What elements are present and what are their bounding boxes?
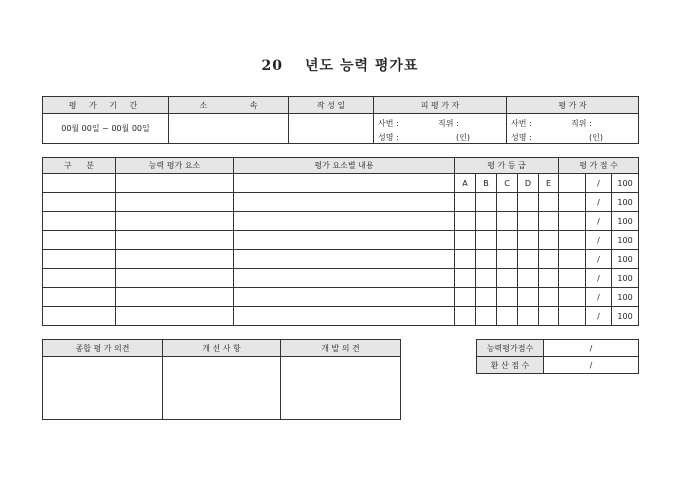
grade-cell[interactable]	[476, 307, 497, 326]
category-cell[interactable]	[43, 250, 116, 269]
grade-cell[interactable]: A	[455, 174, 476, 193]
score-value-cell[interactable]	[559, 307, 586, 326]
table-row	[43, 231, 639, 250]
content-cell[interactable]	[234, 250, 455, 269]
dept-value-cell[interactable]	[169, 114, 289, 144]
score-max: 100	[612, 269, 639, 288]
grade-cell[interactable]	[497, 212, 518, 231]
grade-cell[interactable]	[476, 231, 497, 250]
table-row	[43, 307, 639, 326]
score-max: 100	[612, 193, 639, 212]
score-value-cell[interactable]	[559, 193, 586, 212]
ability-score-cell[interactable]	[544, 340, 639, 357]
evaluation-table	[42, 157, 639, 326]
grade-cell[interactable]	[497, 288, 518, 307]
score-sep: /	[586, 193, 612, 212]
score-sep: /	[586, 231, 612, 250]
converted-score-cell[interactable]	[544, 357, 639, 374]
grade-cell[interactable]	[518, 231, 539, 250]
table-row	[43, 269, 639, 288]
score-sep: /	[586, 269, 612, 288]
content-cell[interactable]	[234, 269, 455, 288]
requirement-cell[interactable]	[116, 288, 234, 307]
grade-cell[interactable]	[455, 307, 476, 326]
requirement-cell[interactable]	[116, 193, 234, 212]
grade-cell[interactable]	[518, 288, 539, 307]
grade-cell[interactable]	[455, 250, 476, 269]
grade-cell[interactable]	[539, 212, 559, 231]
score-value-cell[interactable]	[559, 288, 586, 307]
requirement-cell[interactable]	[116, 231, 234, 250]
grade-cell[interactable]: B	[476, 174, 497, 193]
evaluator-seal: (인)	[589, 133, 603, 142]
grade-cell[interactable]	[539, 307, 559, 326]
score-max: 100	[612, 174, 639, 193]
development-header: 개 발 의 견	[281, 340, 401, 357]
grade-cell[interactable]	[518, 212, 539, 231]
grade-cell[interactable]	[539, 269, 559, 288]
converted-score-sep: /	[589, 360, 593, 370]
score-sep: /	[586, 174, 612, 193]
ability-score-label: 능력평가점수	[477, 340, 544, 357]
score-max: 100	[612, 212, 639, 231]
score-max: 100	[612, 231, 639, 250]
score-value-cell[interactable]	[559, 212, 586, 231]
grade-cell[interactable]: E	[539, 174, 559, 193]
grade-cell[interactable]	[518, 307, 539, 326]
grade-cell[interactable]	[455, 288, 476, 307]
ability-score-sep: /	[589, 343, 593, 353]
evaluatee-value-cell[interactable]	[374, 114, 507, 144]
overall-opinion-header: 종합 평 가 의견	[43, 340, 163, 357]
score-sep: /	[586, 288, 612, 307]
grade-cell[interactable]	[455, 269, 476, 288]
requirement-cell[interactable]	[116, 174, 234, 193]
grade-cell[interactable]	[539, 250, 559, 269]
improvement-cell[interactable]	[163, 357, 281, 420]
evaluatee-emp-no-label: 사번 :	[378, 119, 399, 128]
grade-cell[interactable]	[455, 193, 476, 212]
requirement-cell[interactable]	[116, 250, 234, 269]
content-cell[interactable]	[234, 307, 455, 326]
grade-cell[interactable]	[539, 193, 559, 212]
period-header: 평 가 기 간	[43, 97, 169, 114]
score-max: 100	[612, 288, 639, 307]
grade-cell[interactable]	[518, 269, 539, 288]
period-value-cell[interactable]	[43, 114, 169, 144]
table-row	[43, 288, 639, 307]
grade-cell[interactable]	[497, 193, 518, 212]
grade-cell[interactable]	[476, 288, 497, 307]
score-max: 100	[612, 307, 639, 326]
dept-header: 소 속	[169, 97, 289, 114]
grade-cell[interactable]: C	[497, 174, 518, 193]
info-table	[42, 96, 639, 144]
grade-cell[interactable]	[539, 231, 559, 250]
evaluatee-name-label: 성명 :	[378, 133, 399, 142]
grade-header: 평 가 등 급	[455, 158, 559, 174]
grade-cell[interactable]: D	[518, 174, 539, 193]
requirement-cell[interactable]	[116, 212, 234, 231]
writer-date-value-cell[interactable]	[289, 114, 374, 144]
content-cell[interactable]	[234, 193, 455, 212]
content-cell[interactable]	[234, 212, 455, 231]
grade-cell[interactable]	[476, 250, 497, 269]
table-row	[43, 193, 639, 212]
overall-opinion-cell[interactable]	[43, 357, 163, 420]
grade-cell[interactable]	[497, 269, 518, 288]
converted-score-label: 환 산 점 수	[477, 357, 544, 374]
content-header: 평가 요소별 내용	[234, 158, 455, 174]
table-row	[43, 250, 639, 269]
development-cell[interactable]	[281, 357, 401, 420]
grade-cell[interactable]	[518, 250, 539, 269]
table-row	[43, 174, 639, 193]
score-sep: /	[586, 250, 612, 269]
evaluator-header: 평 가 자	[507, 97, 639, 114]
score-value-cell[interactable]	[559, 174, 586, 193]
score-sep: /	[586, 212, 612, 231]
category-cell[interactable]	[43, 288, 116, 307]
form-title	[0, 55, 680, 75]
writer-date-header: 작 성 일	[289, 97, 374, 114]
score-max: 100	[612, 250, 639, 269]
category-cell[interactable]	[43, 174, 116, 193]
content-cell[interactable]	[234, 174, 455, 193]
evaluatee-header: 피 평 가 자	[374, 97, 507, 114]
evaluatee-seal: (인)	[456, 133, 470, 142]
grade-cell[interactable]	[539, 288, 559, 307]
requirement-header: 능력 평가 요소	[116, 158, 234, 174]
grade-cell[interactable]	[497, 231, 518, 250]
category-cell[interactable]	[43, 269, 116, 288]
summary-table	[476, 339, 639, 374]
category-cell[interactable]	[43, 307, 116, 326]
category-cell[interactable]	[43, 193, 116, 212]
period-value: 00월 00일 ~ 00월 00일	[61, 124, 150, 133]
score-value-cell[interactable]	[559, 269, 586, 288]
grade-cell[interactable]	[455, 231, 476, 250]
category-cell[interactable]	[43, 231, 116, 250]
category-header: 구 분	[43, 158, 116, 174]
evaluatee-position-label: 직위 :	[438, 119, 459, 128]
requirement-cell[interactable]	[116, 269, 234, 288]
requirement-cell[interactable]	[116, 307, 234, 326]
score-value-cell[interactable]	[559, 231, 586, 250]
grade-cell[interactable]	[476, 212, 497, 231]
evaluator-position-label: 직위 :	[571, 119, 592, 128]
category-cell[interactable]	[43, 212, 116, 231]
form-title-text: 년도 능력 평가표	[305, 58, 419, 74]
grade-cell[interactable]	[497, 307, 518, 326]
improvement-header: 개 선 사 항	[163, 340, 281, 357]
grade-cell[interactable]	[476, 193, 497, 212]
comments-table	[42, 339, 401, 420]
score-header: 평 가 점 수	[559, 158, 639, 174]
evaluator-emp-no-label: 사번 :	[511, 119, 532, 128]
score-sep: /	[586, 307, 612, 326]
score-value-cell[interactable]	[559, 250, 586, 269]
evaluator-value-cell[interactable]	[507, 114, 639, 144]
content-cell[interactable]	[234, 288, 455, 307]
evaluator-name-label: 성명 :	[511, 133, 532, 142]
grade-cell[interactable]	[476, 269, 497, 288]
content-cell[interactable]	[234, 231, 455, 250]
form-year: 20	[261, 58, 284, 74]
grade-cell[interactable]	[455, 212, 476, 231]
table-row	[43, 212, 639, 231]
grade-cell[interactable]	[518, 193, 539, 212]
grade-cell[interactable]	[497, 250, 518, 269]
